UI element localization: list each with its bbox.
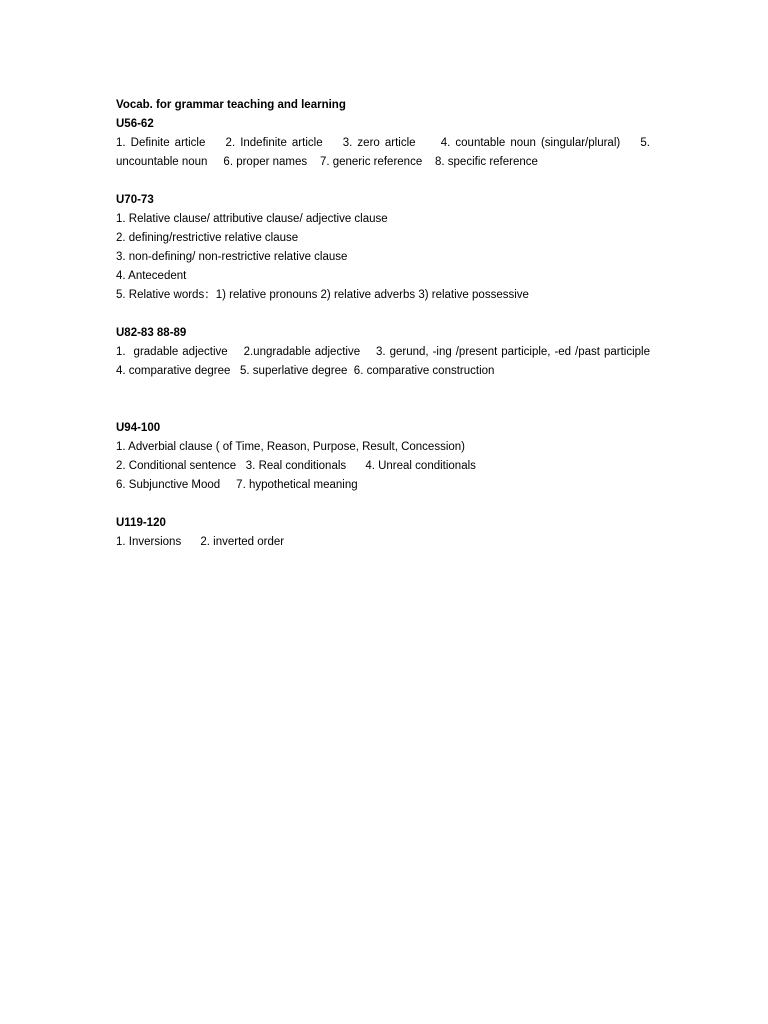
- section-heading-u70-73: U70-73: [116, 194, 154, 206]
- section-line: 1. Relative clause/ attributive clause/ adjective clause: [116, 213, 388, 225]
- section-line: 2. defining/restrictive relative clause: [116, 232, 299, 244]
- section-heading-u56-62: U56-62: [116, 118, 154, 130]
- section-line: 4. Antecedent: [116, 270, 187, 282]
- section-line: 1. Definite article 2. Indefinite article 3. zero article 4. countable noun (singular/plural) 5. uncountable noun 6. proper names 7. generic reference 8. specific reference: [116, 137, 654, 168]
- paragraph-spacer: [116, 172, 650, 191]
- section-line: 2. Conditional sentence 3. Real conditionals 4. Unreal conditionals: [116, 460, 476, 472]
- section-line: 5. Relative words：1) relative pronouns 2) relative adverbs 3) relative possessive: [116, 289, 529, 301]
- paragraph-spacer: [116, 381, 650, 419]
- section-heading-u94-100: U94-100: [116, 422, 161, 434]
- section-line: 1. Adverbial clause ( of Time, Reason, Purpose, Result, Concession): [116, 441, 466, 453]
- section-line: 3. non-defining/ non-restrictive relative clause: [116, 251, 348, 263]
- section-heading-u119-120: U119-120: [116, 517, 166, 529]
- section-line: 1. Inversions 2. inverted order: [116, 536, 285, 548]
- paragraph-spacer: [116, 495, 650, 514]
- section-line: 1. gradable adjective 2.ungradable adjective 3. gerund, -ing /present participle, -ed /past participle 4. comparative degree 5. superlative degree 6. comparative construction: [116, 346, 660, 377]
- paragraph-spacer: [116, 305, 650, 324]
- section-line: 6. Subjunctive Mood 7. hypothetical meaning: [116, 479, 358, 491]
- document-title: Vocab. for grammar teaching and learning: [116, 99, 346, 111]
- section-heading-u82-83-88-89: U82-83 88-89: [116, 327, 187, 339]
- document-body: [116, 96, 660, 552]
